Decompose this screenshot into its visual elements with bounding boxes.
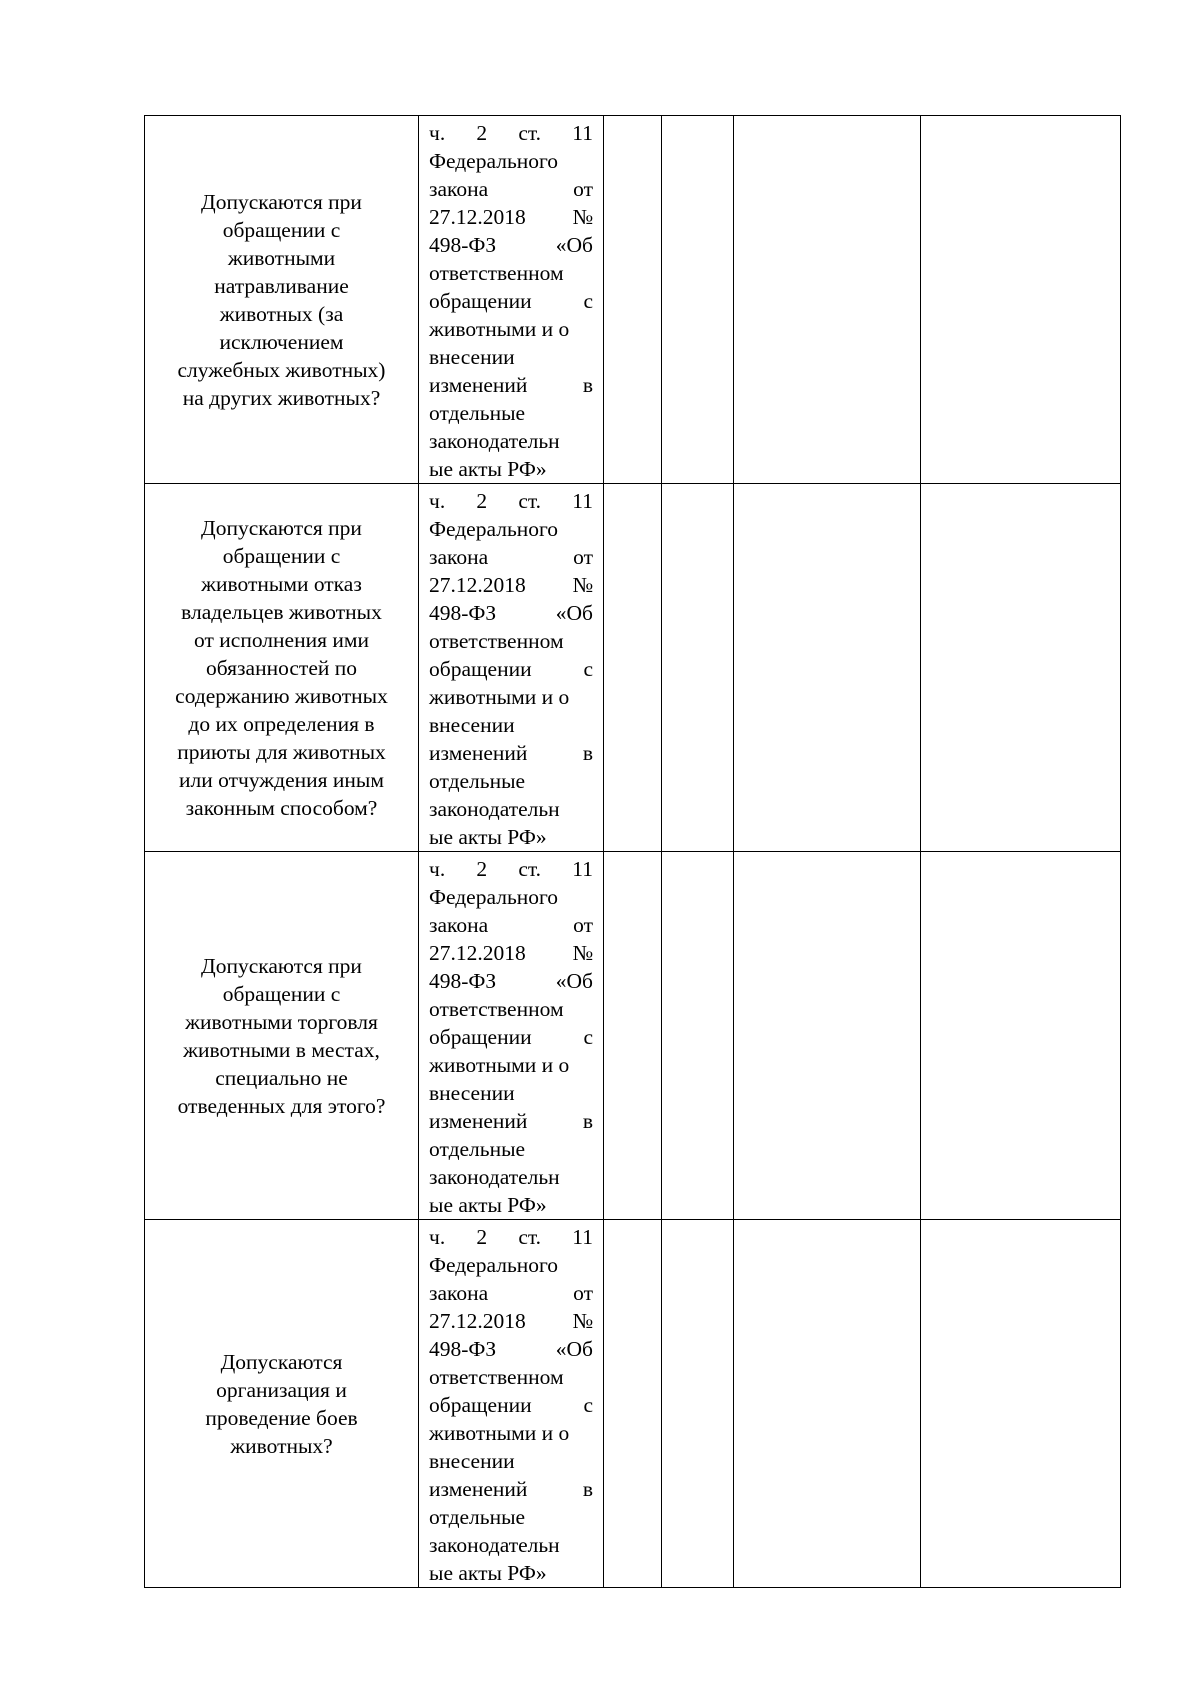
legal-reference-word: Федерального [429, 885, 559, 909]
legal-reference-word: 498-ФЗ [429, 233, 497, 257]
legal-reference-word: отдельные [429, 1505, 526, 1529]
legal-reference-line [429, 259, 593, 287]
legal-reference-line [429, 487, 593, 515]
legal-reference-word: ч. [429, 1225, 446, 1249]
legal-reference-line [429, 455, 593, 483]
legal-reference-line [429, 995, 593, 1023]
question-line: обращении с [222, 217, 341, 242]
question-line: животными торговля [185, 1009, 378, 1034]
legal-reference-line [429, 739, 593, 767]
legal-reference-line [429, 1223, 593, 1251]
legal-reference-line [429, 1391, 593, 1419]
legal-reference-word: закона [429, 545, 489, 569]
legal-reference-word: ые акты РФ» [429, 1193, 547, 1217]
question-line: организация и [216, 1377, 347, 1402]
question-line: натравливание [214, 273, 349, 298]
legal-reference-word: закона [429, 1281, 489, 1305]
question-line: исключением [219, 329, 344, 354]
legal-reference-word: 11 [572, 857, 593, 881]
question-cell [145, 1220, 419, 1588]
legal-reference-word: с [583, 1025, 593, 1049]
legal-reference-word: отдельные [429, 401, 526, 425]
legal-reference-word: «Об [555, 1337, 593, 1361]
legal-reference-line [429, 571, 593, 599]
legal-reference-word: от [573, 545, 593, 569]
legal-reference-word: 498-ФЗ [429, 969, 497, 993]
answer-cell-2 [662, 852, 734, 1220]
legal-reference-word: от [573, 913, 593, 937]
answer-cell-2 [662, 116, 734, 484]
legal-reference-line [429, 683, 593, 711]
legal-reference-cell [419, 852, 604, 1220]
legal-reference-word: ответственном [429, 1365, 564, 1389]
legal-reference-line [429, 1051, 593, 1079]
answer-cell-3 [734, 1220, 921, 1588]
legal-reference-line [429, 427, 593, 455]
question-line: проведение боев [205, 1405, 358, 1430]
question-line: до их определения в [188, 711, 375, 736]
legal-reference-line [429, 1107, 593, 1135]
legal-reference-word: внесении [429, 345, 515, 369]
question-line: Допускаются при [201, 953, 362, 978]
answer-cell-4 [921, 116, 1121, 484]
question-line: законным способом? [185, 795, 378, 820]
legal-reference-word: ч. [429, 857, 446, 881]
legal-reference-line [429, 1503, 593, 1531]
legal-reference-word: изменений [429, 741, 528, 765]
question-line: Допускаются [220, 1349, 343, 1374]
legal-reference-word: законодательн [429, 797, 560, 821]
question-cell [145, 852, 419, 1220]
answer-cell-3 [734, 116, 921, 484]
legal-reference-line [429, 203, 593, 231]
legal-reference-word: с [583, 289, 593, 313]
legal-reference-line [429, 1531, 593, 1559]
question-line: от исполнения ими [194, 627, 369, 652]
legal-reference-word: Федерального [429, 1253, 559, 1277]
legal-reference-word: с [583, 1393, 593, 1417]
legal-reference-line [429, 883, 593, 911]
legal-reference-word: № [572, 941, 593, 965]
legal-reference-word: ответственном [429, 997, 564, 1021]
legal-reference-word: 11 [572, 1225, 593, 1249]
legal-reference-word: закона [429, 913, 489, 937]
legal-reference-word: 2 [476, 1225, 488, 1249]
legal-reference-line [429, 147, 593, 175]
question-line: обращении с [222, 981, 341, 1006]
answer-cell-1 [604, 484, 662, 852]
legal-reference-line [429, 967, 593, 995]
legal-reference-word: отдельные [429, 1137, 526, 1161]
legal-reference-word: 27.12.2018 [429, 573, 526, 597]
legal-reference-word: обращении [429, 657, 532, 681]
legal-reference-cell [419, 484, 604, 852]
table-row [145, 1220, 1121, 1588]
legal-reference-word: 498-ФЗ [429, 601, 497, 625]
legal-reference-word: 2 [476, 121, 488, 145]
legal-reference-word: 11 [572, 121, 593, 145]
legal-reference-word: закона [429, 177, 489, 201]
legal-reference-word: изменений [429, 1109, 528, 1133]
answer-cell-3 [734, 484, 921, 852]
legal-reference-word: в [582, 741, 593, 765]
legal-reference-line [429, 1079, 593, 1107]
legal-reference-word: 27.12.2018 [429, 941, 526, 965]
legal-reference-word: законодательн [429, 1165, 560, 1189]
legal-reference-line [429, 1135, 593, 1163]
answer-cell-4 [921, 484, 1121, 852]
question-line: служебных животных) [177, 357, 386, 382]
legal-reference-word: Федерального [429, 149, 559, 173]
legal-reference-word: № [572, 205, 593, 229]
legal-reference-line [429, 119, 593, 147]
legal-reference-line [429, 767, 593, 795]
legal-reference-word: ч. [429, 489, 446, 513]
checklist-table-body [145, 116, 1121, 1588]
legal-reference-line [429, 315, 593, 343]
question-line: Допускаются при [201, 189, 362, 214]
question-line: приюты для животных [177, 739, 386, 764]
legal-reference-line [429, 1191, 593, 1219]
legal-reference-word: законодательн [429, 429, 560, 453]
table-row [145, 852, 1121, 1220]
legal-reference-line [429, 599, 593, 627]
legal-reference-word: «Об [555, 601, 593, 625]
legal-reference-word: животными и о [429, 1421, 570, 1445]
legal-reference-word: № [572, 573, 593, 597]
legal-reference-word: от [573, 177, 593, 201]
legal-reference-word: законодательн [429, 1533, 560, 1557]
question-line: содержанию животных [175, 683, 388, 708]
legal-reference-line [429, 343, 593, 371]
question-line: или отчуждения иным [179, 767, 384, 792]
legal-reference-word: обращении [429, 1393, 532, 1417]
legal-reference-line [429, 855, 593, 883]
question-line: обязанностей по [206, 655, 357, 680]
legal-reference-line [429, 1023, 593, 1051]
legal-reference-line [429, 939, 593, 967]
question-cell [145, 116, 419, 484]
table-row [145, 484, 1121, 852]
legal-reference-word: обращении [429, 1025, 532, 1049]
legal-reference-word: «Об [555, 233, 593, 257]
question-line: отведенных для этого? [177, 1093, 386, 1118]
legal-reference-word: ч. [429, 121, 446, 145]
answer-cell-4 [921, 1220, 1121, 1588]
legal-reference-word: 2 [476, 857, 488, 881]
legal-reference-line [429, 287, 593, 315]
answer-cell-1 [604, 852, 662, 1220]
legal-reference-word: ст. [518, 1225, 542, 1249]
legal-reference-word: ст. [518, 121, 542, 145]
question-line: специально не [215, 1065, 348, 1090]
legal-reference-line [429, 911, 593, 939]
legal-reference-line [429, 1251, 593, 1279]
legal-reference-line [429, 231, 593, 259]
legal-reference-line [429, 1163, 593, 1191]
legal-reference-line [429, 399, 593, 427]
legal-reference-word: в [582, 1477, 593, 1501]
legal-reference-word: ст. [518, 857, 542, 881]
legal-reference-word: ответственном [429, 629, 564, 653]
legal-reference-word: животными и о [429, 1053, 570, 1077]
answer-cell-3 [734, 852, 921, 1220]
legal-reference-line [429, 1363, 593, 1391]
legal-reference-word: внесении [429, 1449, 515, 1473]
question-line: владельцев животных [181, 599, 382, 624]
legal-reference-line [429, 1307, 593, 1335]
answer-cell-1 [604, 116, 662, 484]
legal-reference-word: отдельные [429, 769, 526, 793]
legal-reference-line [429, 371, 593, 399]
legal-reference-word: с [583, 657, 593, 681]
legal-reference-cell [419, 1220, 604, 1588]
legal-reference-word: внесении [429, 713, 515, 737]
legal-reference-word: 27.12.2018 [429, 205, 526, 229]
legal-reference-line [429, 1335, 593, 1363]
legal-reference-word: от [573, 1281, 593, 1305]
legal-reference-word: в [582, 373, 593, 397]
legal-reference-cell [419, 116, 604, 484]
question-line: животными [227, 245, 336, 270]
legal-reference-line [429, 823, 593, 851]
question-line: животных? [230, 1433, 333, 1458]
answer-cell-4 [921, 852, 1121, 1220]
checklist-table [144, 115, 1121, 1588]
legal-reference-word: ые акты РФ» [429, 1561, 547, 1585]
legal-reference-word: 498-ФЗ [429, 1337, 497, 1361]
legal-reference-word: Федерального [429, 517, 559, 541]
legal-reference-word: изменений [429, 373, 528, 397]
legal-reference-word: 27.12.2018 [429, 1309, 526, 1333]
legal-reference-line [429, 1279, 593, 1307]
legal-reference-word: животными и о [429, 685, 570, 709]
question-line: животными в местах, [183, 1037, 380, 1062]
legal-reference-word: 2 [476, 489, 488, 513]
question-line: животными отказ [201, 571, 362, 596]
legal-reference-line [429, 175, 593, 203]
table-row [145, 116, 1121, 484]
legal-reference-word: обращении [429, 289, 532, 313]
legal-reference-word: «Об [555, 969, 593, 993]
legal-reference-word: № [572, 1309, 593, 1333]
question-line: на других животных? [182, 385, 381, 410]
legal-reference-line [429, 543, 593, 571]
legal-reference-word: внесении [429, 1081, 515, 1105]
legal-reference-word: ст. [518, 489, 542, 513]
legal-reference-line [429, 1447, 593, 1475]
question-line: обращении с [222, 543, 341, 568]
question-cell [145, 484, 419, 852]
legal-reference-word: ые акты РФ» [429, 825, 547, 849]
legal-reference-line [429, 795, 593, 823]
answer-cell-2 [662, 484, 734, 852]
legal-reference-line [429, 627, 593, 655]
legal-reference-word: ые акты РФ» [429, 457, 547, 481]
legal-reference-word: ответственном [429, 261, 564, 285]
answer-cell-2 [662, 1220, 734, 1588]
legal-reference-word: в [582, 1109, 593, 1133]
legal-reference-word: животными и о [429, 317, 570, 341]
legal-reference-word: изменений [429, 1477, 528, 1501]
legal-reference-line [429, 515, 593, 543]
legal-reference-line [429, 1419, 593, 1447]
legal-reference-line [429, 1475, 593, 1503]
question-line: Допускаются при [201, 515, 362, 540]
legal-reference-line [429, 711, 593, 739]
answer-cell-1 [604, 1220, 662, 1588]
question-line: животных (за [219, 301, 344, 326]
legal-reference-line [429, 655, 593, 683]
legal-reference-word: 11 [572, 489, 593, 513]
legal-reference-line [429, 1559, 593, 1587]
